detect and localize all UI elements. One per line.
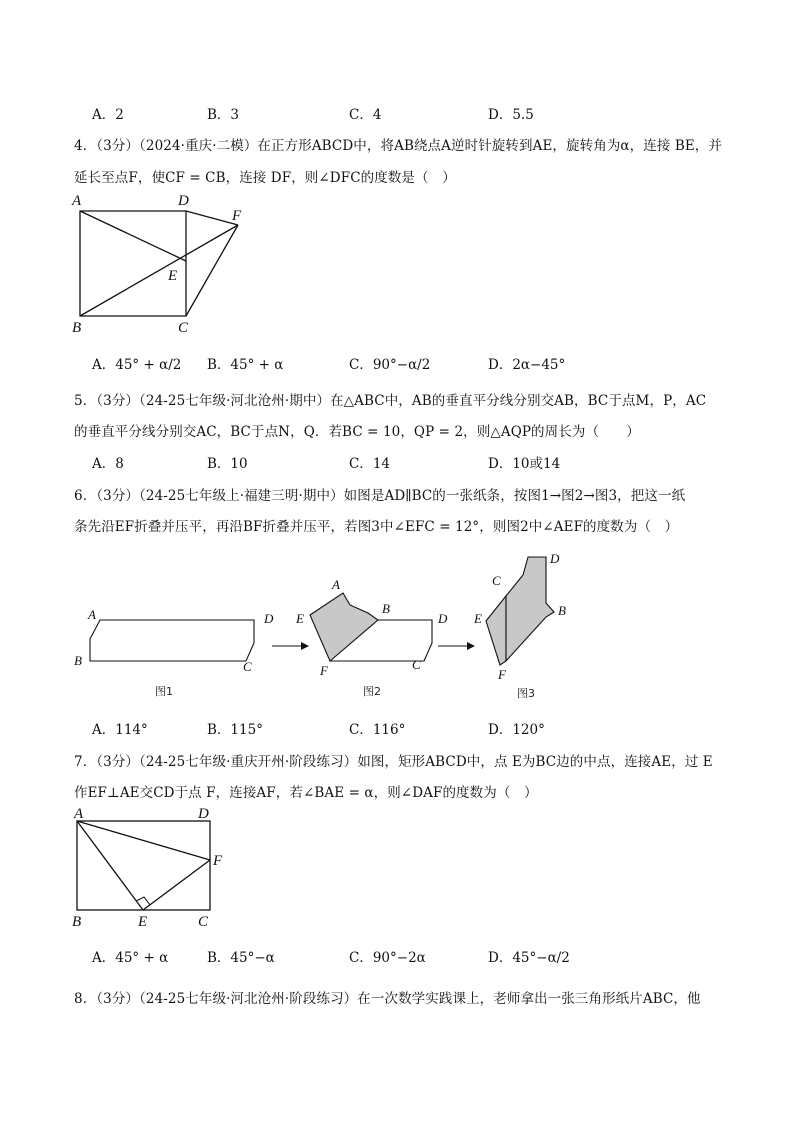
q6-option-b: B．115°	[207, 722, 263, 738]
q4-label-e: E	[168, 268, 178, 284]
q8-text-line1: 8．（3分）（24-25七年级·河北沧州·阶段练习）在一次数学实践课上，老师拿出一张三角形纸片ABC，他	[74, 991, 701, 1007]
q7-option-d: D．45°−α/2	[488, 950, 570, 966]
q7-label-e: E	[138, 914, 148, 930]
q6-fig2-label-b: B	[382, 601, 390, 616]
q6-fig2-label-c: C	[412, 657, 421, 672]
q7-text-line1: 7．（3分）（24-25七年级·重庆开州·阶段练习）如图，矩形ABCD中，点 E为BC边的中点，连接AE，过 E	[74, 754, 713, 770]
q6-fig1-label-d: D	[264, 611, 274, 626]
q7-label-f: F	[213, 853, 223, 869]
q4-label-b: B	[72, 320, 82, 336]
q4-option-b: B．45° + α	[207, 357, 284, 373]
q4-label-a: A	[72, 193, 82, 209]
q5-option-b: B．10	[207, 456, 248, 472]
q4-text-line1: 4．（3分）（2024·重庆·二模）在正方形ABCD中，将AB绕点A逆时针旋转到AE，旋转角为α，连接 BE，并	[74, 138, 722, 154]
q6-fig2-label-f: F	[320, 663, 328, 678]
q6-text-line1: 6．（3分）（24-25七年级上·福建三明·期中）如图是AD∥BC的一张纸条，按图1→图2→图3，把这一纸	[74, 488, 686, 504]
q6-arrow-2	[467, 642, 475, 650]
q6-text-line2: 条先沿EF折叠并压平，再沿BF折叠并压平，若图3中∠EFC = 12°，则图2中∠AEF的度数为（ ）	[74, 519, 679, 535]
q4-label-f: F	[232, 208, 242, 224]
q6-fig1-label-c: C	[243, 659, 252, 674]
q6-caption-1: 图1	[155, 685, 173, 698]
q6-option-a: A．114°	[92, 722, 148, 738]
q4-option-c: C．90°−α/2	[349, 357, 431, 373]
q4-option-a: A．45° + α/2	[92, 357, 182, 373]
q6-fig2-label-e: E	[296, 611, 304, 626]
q6-fig3-label-e: E	[474, 611, 482, 626]
q7-label-c: C	[198, 914, 209, 930]
q4-text-line2: 延长至点F，使CF = CB，连接 DF，则∠DFC的度数是（ ）	[74, 170, 456, 186]
q7-option-b: B．45°−α	[207, 950, 275, 966]
q5-text-line2: 的垂直平分线分别交AC，BC于点N，Q．若BC = 10，QP = 2，则△AQP的周长为（ ）	[74, 424, 640, 440]
q3-option-b: B．3	[207, 107, 240, 123]
q3-option-c: C．4	[349, 107, 382, 123]
q6-option-d: D．120°	[488, 722, 545, 738]
q6-caption-2: 图2	[363, 685, 381, 698]
q4-option-d: D．2α−45°	[488, 357, 566, 373]
q6-caption-3: 图3	[517, 687, 535, 700]
q7-label-a: A	[74, 806, 84, 822]
q6-fig2-label-d: D	[438, 611, 448, 626]
q5-text-line1: 5．（3分）（24-25七年级·河北沧州·期中）在△ABC中，AB的垂直平分线分别交AB，BC于点M，P，AC	[74, 393, 707, 409]
q6-fig1-label-a: A	[88, 607, 96, 622]
q5-option-c: C．14	[349, 456, 391, 472]
q4-figure	[68, 190, 258, 340]
q4-label-d: D	[178, 193, 189, 209]
q6-fig3-label-d: D	[550, 551, 560, 566]
q7-option-a: A．45° + α	[92, 950, 169, 966]
q6-fig3-label-c: C	[492, 573, 501, 588]
q4-label-c: C	[178, 320, 189, 336]
q7-label-d: D	[198, 806, 209, 822]
q6-arrow-1	[301, 642, 309, 650]
q3-option-d: D．5.5	[488, 107, 534, 123]
q5-option-d: D．10或14	[488, 456, 561, 472]
q7-figure	[68, 803, 238, 933]
q6-fig1-label-b: B	[74, 653, 82, 668]
q7-text-line2: 作EF⊥AE交CD于点 F，连接AF，若∠BAE = α，则∠DAF的度数为（ ）	[74, 785, 538, 801]
q6-fig3-label-b: B	[558, 603, 566, 618]
q7-option-c: C．90°−2α	[349, 950, 426, 966]
q6-option-c: C．116°	[349, 722, 406, 738]
q5-option-a: A．8	[92, 456, 124, 472]
q6-fig2-label-a: A	[332, 577, 340, 592]
q7-label-b: B	[72, 914, 82, 930]
q3-option-a: A．2	[92, 107, 124, 123]
q6-fig3-label-f: F	[498, 667, 506, 682]
q6-figure	[68, 545, 588, 705]
